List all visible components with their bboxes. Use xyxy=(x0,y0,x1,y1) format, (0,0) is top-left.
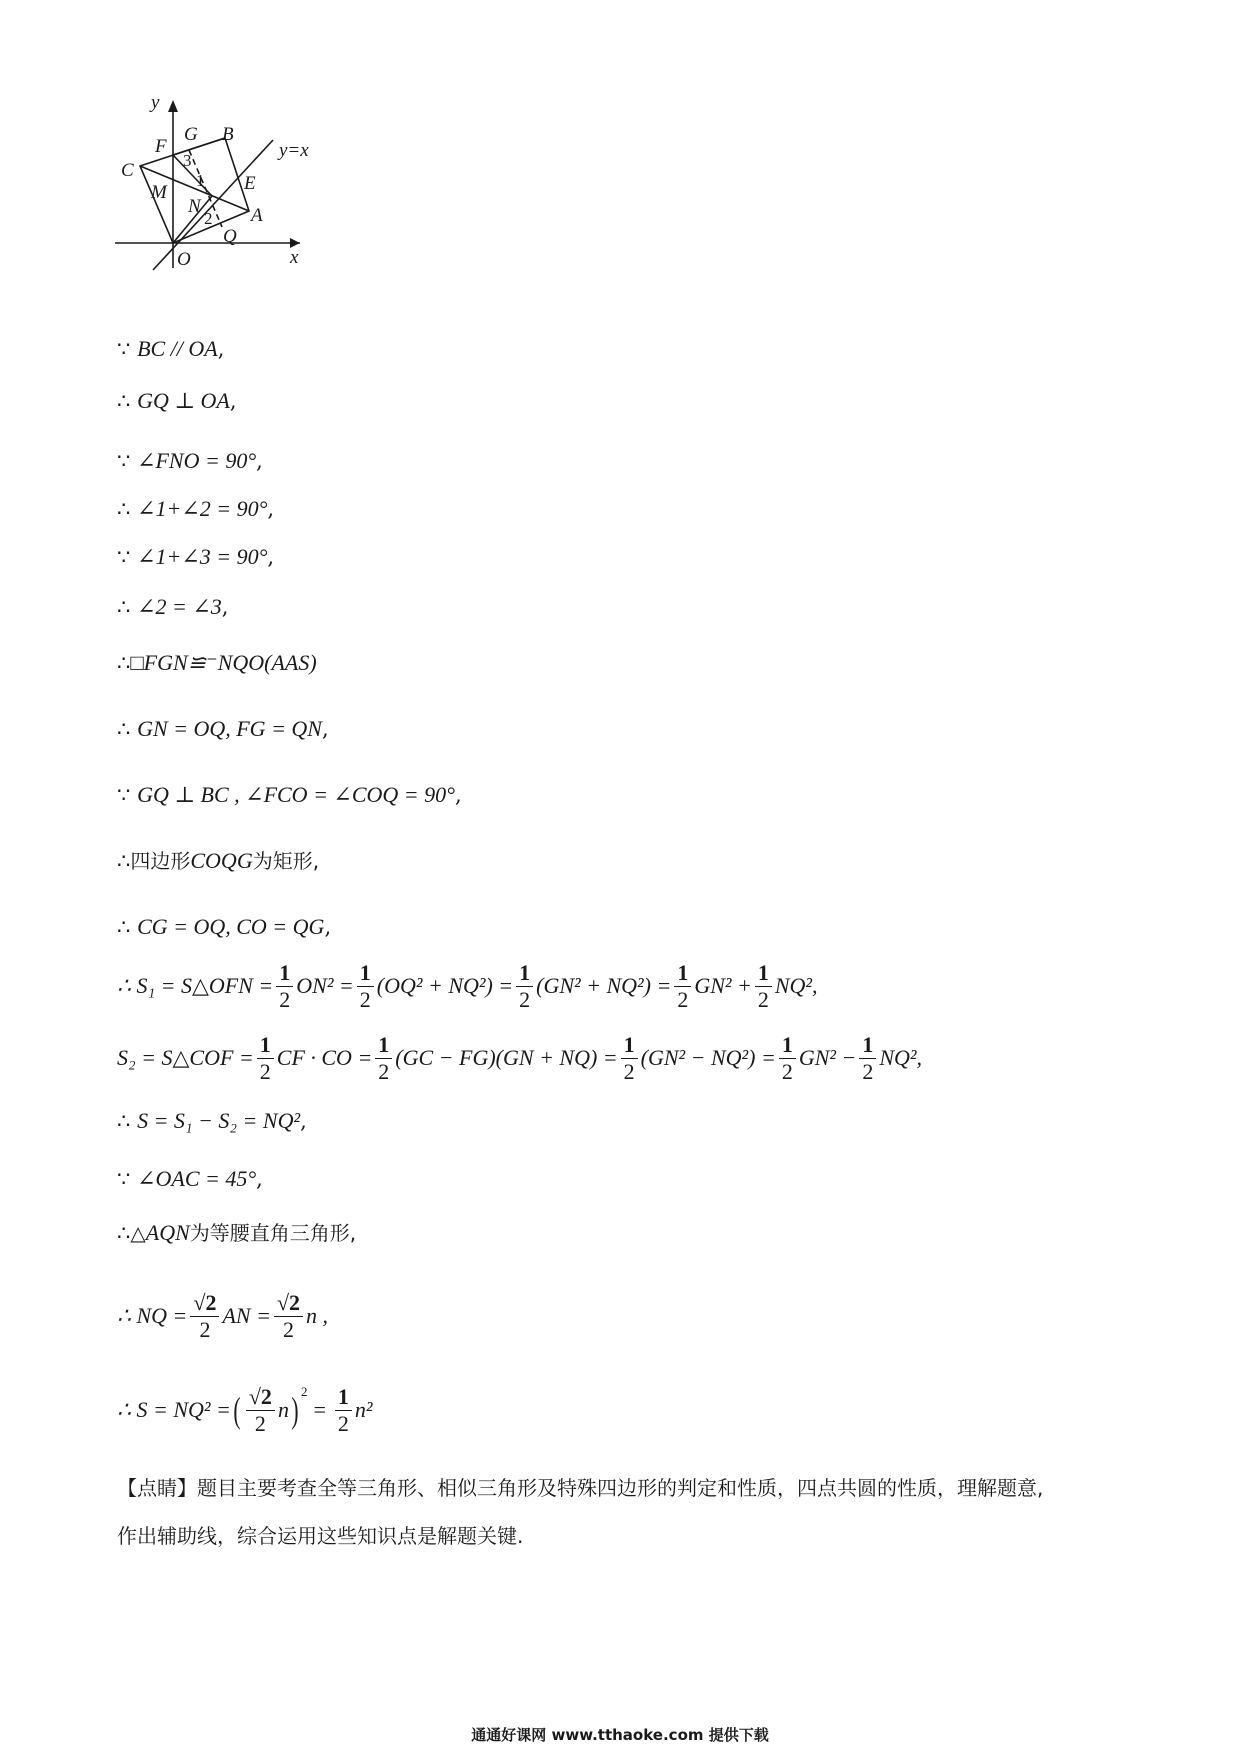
s2-term: GN² − xyxy=(798,1045,857,1070)
label-f: F xyxy=(155,136,167,157)
step-line xyxy=(117,1106,307,1136)
step-math: ∠1+∠3 = 90° xyxy=(137,544,268,569)
step-line xyxy=(117,334,224,364)
step-tail: , xyxy=(321,717,329,741)
step-symbol: ∵ xyxy=(117,337,131,361)
frac-den: 2 xyxy=(862,1058,874,1084)
step-line xyxy=(117,846,319,876)
s1-term: NQ², xyxy=(774,973,818,998)
s2-term: CF · CO = xyxy=(276,1045,373,1070)
frac-num: √2 xyxy=(246,1384,275,1411)
nq-mid: AN = xyxy=(222,1303,271,1328)
fraction-sqrt2-over-2 xyxy=(246,1384,275,1437)
frac-num: 1 xyxy=(674,960,691,987)
step-math: ∠OAC = 45° xyxy=(137,1166,257,1191)
step-line xyxy=(117,1218,356,1248)
step-line xyxy=(117,648,317,678)
step-math: S = S₁ − S₂ = NQ² xyxy=(137,1108,301,1133)
note-line-1 xyxy=(117,1464,1127,1512)
step-tail: , xyxy=(217,337,225,361)
s-equals: = xyxy=(313,1397,326,1422)
step-tail: , xyxy=(256,1167,263,1191)
fraction-half xyxy=(357,960,374,1013)
note-text: 题目主要考查全等三角形、相似三角形及特殊四边形的判定和性质，四点共圆的性质，理解题意, xyxy=(197,1476,1044,1500)
s2-equation xyxy=(117,1030,922,1086)
step-prefix: 四边形 xyxy=(130,849,191,873)
step-line xyxy=(117,780,462,810)
label-a: A xyxy=(251,205,263,226)
fraction-half xyxy=(674,960,691,1013)
step-line xyxy=(117,446,263,476)
step-line xyxy=(117,494,274,524)
step-symbol: ∵ xyxy=(117,783,131,807)
fraction-half xyxy=(516,960,533,1013)
label-o: O xyxy=(177,249,191,270)
frac-num: √2 xyxy=(274,1290,303,1317)
frac-den: 2 xyxy=(519,986,531,1012)
label-m: M xyxy=(151,182,167,203)
step-symbol: ∴ xyxy=(117,1109,131,1133)
frac-den: 2 xyxy=(757,986,769,1012)
step-line xyxy=(117,386,237,416)
nq-lead: ∴ NQ = xyxy=(117,1303,188,1328)
step-symbol: ∴ xyxy=(117,389,131,413)
s2-term: (GN² − NQ²) = xyxy=(640,1045,776,1070)
step-math: CG = OQ, CO = QG xyxy=(137,914,325,939)
step-line xyxy=(117,912,331,942)
frac-den: 2 xyxy=(781,1058,793,1084)
fraction-sqrt2-over-2 xyxy=(274,1290,303,1343)
s2-term: NQ², xyxy=(879,1045,923,1070)
step-math: ∠FNO = 90° xyxy=(137,448,257,473)
s-inner: n xyxy=(277,1397,289,1422)
fraction-half xyxy=(276,960,293,1013)
step-symbol: ∴ xyxy=(117,849,131,873)
nq-tail: n , xyxy=(306,1303,329,1328)
frac-den: 2 xyxy=(282,1316,294,1342)
frac-num: √2 xyxy=(190,1290,219,1317)
frac-num: 1 xyxy=(357,960,374,987)
frac-num: 1 xyxy=(375,1032,392,1059)
step-tail: , xyxy=(324,915,332,939)
y-axis-arrow xyxy=(168,100,178,112)
s1-term: ON² = xyxy=(296,973,354,998)
s-tail: n² xyxy=(354,1397,373,1422)
frac-den: 2 xyxy=(677,986,689,1012)
step-suffix: 为等腰直角三角形, xyxy=(189,1221,357,1245)
step-line xyxy=(117,542,274,572)
note-line-2: 作出辅助线，综合运用这些知识点是解题关键. xyxy=(117,1524,524,1548)
s1-term: GN² + xyxy=(694,973,752,998)
frac-den: 2 xyxy=(254,1410,266,1436)
frac-num: 1 xyxy=(621,1032,638,1059)
s-equation xyxy=(117,1382,372,1438)
segment-fb xyxy=(173,138,225,155)
fraction-half xyxy=(621,1032,638,1085)
step-math: GN = OQ, FG = QN xyxy=(137,716,322,741)
step-line xyxy=(117,1164,263,1194)
frac-den: 2 xyxy=(199,1316,211,1342)
fraction-half xyxy=(335,1384,352,1437)
step-tail: , xyxy=(256,449,263,473)
fraction-sqrt2-over-2 xyxy=(190,1290,219,1343)
step-math: ∠2 = ∠3 xyxy=(137,594,222,619)
label-c: C xyxy=(121,160,134,181)
step-line xyxy=(117,714,329,744)
s1-equation xyxy=(117,958,818,1014)
fraction-half xyxy=(375,1032,392,1085)
label-line: y=x xyxy=(279,140,309,161)
step-symbol: ∴ xyxy=(117,717,131,741)
fraction-half xyxy=(859,1032,876,1085)
step-line xyxy=(117,592,228,622)
right-paren: ) xyxy=(291,1390,299,1430)
step-symbol: ∴ xyxy=(117,1221,131,1245)
step-symbol: ∴ xyxy=(117,497,131,521)
step-math: ∠1+∠2 = 90° xyxy=(137,496,268,521)
step-math: COQG xyxy=(190,848,253,873)
step-math: □FGN≌⁻NQO(AAS) xyxy=(130,650,317,675)
step-suffix: 为矩形, xyxy=(252,849,320,873)
step-symbol: ∴ xyxy=(117,651,131,675)
s1-term: (GN² + NQ²) = xyxy=(536,973,672,998)
step-symbol: ∵ xyxy=(117,1167,131,1191)
step-tail: , xyxy=(221,595,229,619)
label-n: N xyxy=(188,196,201,217)
label-q: Q xyxy=(223,226,237,247)
label-b: B xyxy=(222,124,234,145)
step-symbol: ∴ xyxy=(117,915,131,939)
fraction-half xyxy=(257,1032,274,1085)
frac-den: 2 xyxy=(337,1410,349,1436)
footer-source: 通通好课网 www.tthaoke.com 提供下载 xyxy=(471,1726,769,1744)
frac-num: 1 xyxy=(257,1032,274,1059)
frac-den: 2 xyxy=(359,986,371,1012)
label-angle-1: 1 xyxy=(196,171,205,190)
step-tail: , xyxy=(267,545,275,569)
step-tail: , xyxy=(300,1109,307,1133)
step-math: AQN xyxy=(145,1220,190,1245)
step-math: GQ ⊥ OA xyxy=(137,388,230,413)
frac-den: 2 xyxy=(378,1058,390,1084)
frac-num: 1 xyxy=(516,960,533,987)
label-e: E xyxy=(244,173,256,194)
frac-den: 2 xyxy=(259,1058,271,1084)
geometry-figure xyxy=(121,92,365,303)
frac-num: 1 xyxy=(859,1032,876,1059)
step-prefix: △ xyxy=(130,1221,146,1245)
label-angle-2: 2 xyxy=(204,209,213,228)
s2-lead: S₂ = S△COF = xyxy=(117,1045,254,1070)
frac-num: 1 xyxy=(335,1384,352,1411)
frac-num: 1 xyxy=(755,960,772,987)
frac-den: 2 xyxy=(623,1058,635,1084)
fraction-half xyxy=(755,960,772,1013)
step-tail: , xyxy=(229,389,237,413)
label-g: G xyxy=(184,124,198,145)
s2-term: (GC − FG)(GN + NQ) = xyxy=(395,1045,618,1070)
label-x: x xyxy=(290,247,299,268)
s-exponent: 2 xyxy=(300,1384,308,1399)
step-math: BC // OA xyxy=(137,336,218,361)
step-symbol: ∵ xyxy=(117,545,131,569)
note-section xyxy=(117,1464,1127,1560)
step-tail: , xyxy=(454,783,462,807)
s1-lead: ∴ S₁ = S△OFN = xyxy=(117,973,274,998)
fraction-half xyxy=(779,1032,796,1085)
step-tail: , xyxy=(267,497,275,521)
frac-num: 1 xyxy=(276,960,293,987)
step-symbol: ∵ xyxy=(117,449,131,473)
label-y: y xyxy=(151,92,160,113)
s-lead: ∴ S = NQ² = xyxy=(117,1397,231,1422)
s1-term: (OQ² + NQ²) = xyxy=(376,973,514,998)
left-paren: ( xyxy=(233,1390,241,1430)
note-tag: 【点睛】 xyxy=(117,1476,197,1500)
step-symbol: ∴ xyxy=(117,595,131,619)
nq-equation xyxy=(117,1288,328,1344)
label-angle-3: 3 xyxy=(183,151,192,170)
frac-den: 2 xyxy=(279,986,291,1012)
step-math: GQ ⊥ BC , ∠FCO = ∠COQ = 90° xyxy=(137,782,455,807)
frac-num: 1 xyxy=(779,1032,796,1059)
